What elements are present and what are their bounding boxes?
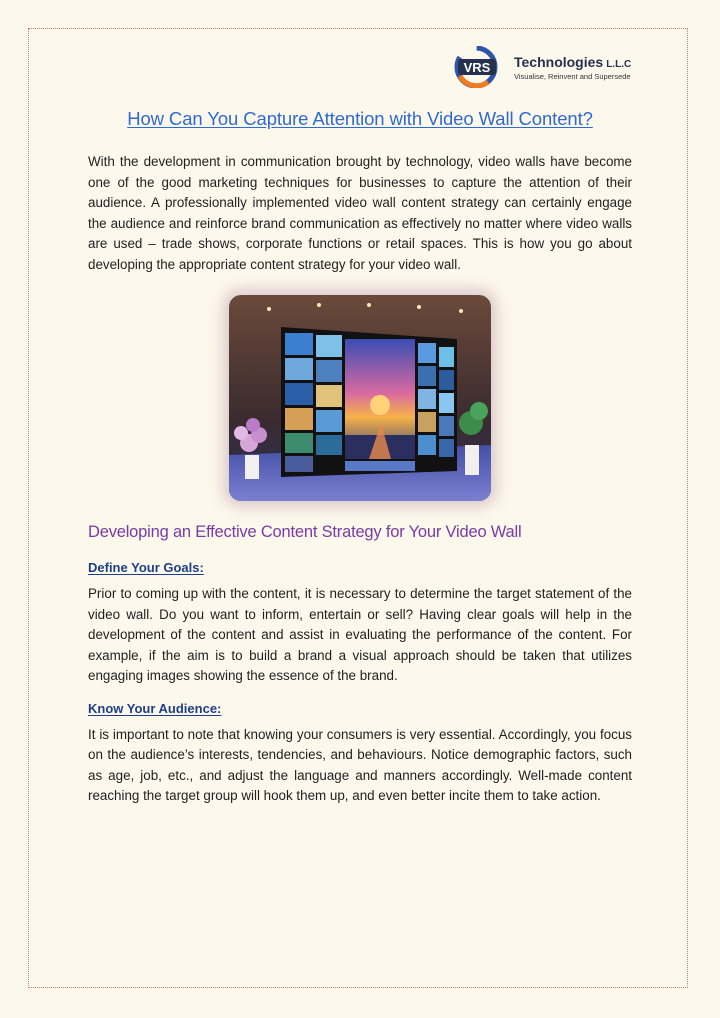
logo-mark-text: VRS — [463, 60, 491, 75]
logo-company-name: Technologies L.L.C — [514, 54, 632, 70]
document-body — [88, 108, 632, 807]
logo-tagline: Visualise, Reinvent and Supersede — [514, 72, 631, 81]
paragraph-know-audience: It is important to note that knowing your consumers is very essential. Accordingly, you focus on the audience’s interests, tendencies, and behaviours. Notice demographic factors, such as age, job, etc., and adjust the language and manners accordingly. Well-made content reaching the target group will hook them up, and even better incite them to take action. — [88, 726, 632, 803]
company-logo — [452, 44, 652, 94]
video-wall-photo — [229, 295, 491, 501]
vrs-logo-icon — [452, 46, 506, 88]
intro-paragraph: With the development in communication brought by technology, video walls have become one of the good marketing techniques for businesses to capture the attention of their audience. A professionally implemented video wall content strategy can certainly engage the audience and reinforce brand communication as effectively no matter where video walls are used – trade shows, corporate functions or retail spaces. This is how you go about developing the appropriate content strategy for your video wall. — [88, 154, 632, 272]
subheading-define-goals: Define Your Goals: — [88, 560, 204, 575]
paragraph-define-goals: Prior to coming up with the content, it is necessary to determine the target statement of the video wall. Do you want to inform, entertain or sell? Having clear goals will help in the development of the content and assist in evaluating the performance of the content. For example, if the aim is to build a brand a visual approach should be taken that utilizes engaging images showing the essence of the brand. — [88, 586, 632, 683]
section-heading: Developing an Effective Content Strategy for Your Video Wall — [88, 523, 522, 541]
subheading-know-audience: Know Your Audience: — [88, 700, 222, 716]
logo-suffix: L.L.C — [606, 59, 632, 70]
page-title: How Can You Capture Attention with Video Wall Content? — [127, 108, 593, 129]
